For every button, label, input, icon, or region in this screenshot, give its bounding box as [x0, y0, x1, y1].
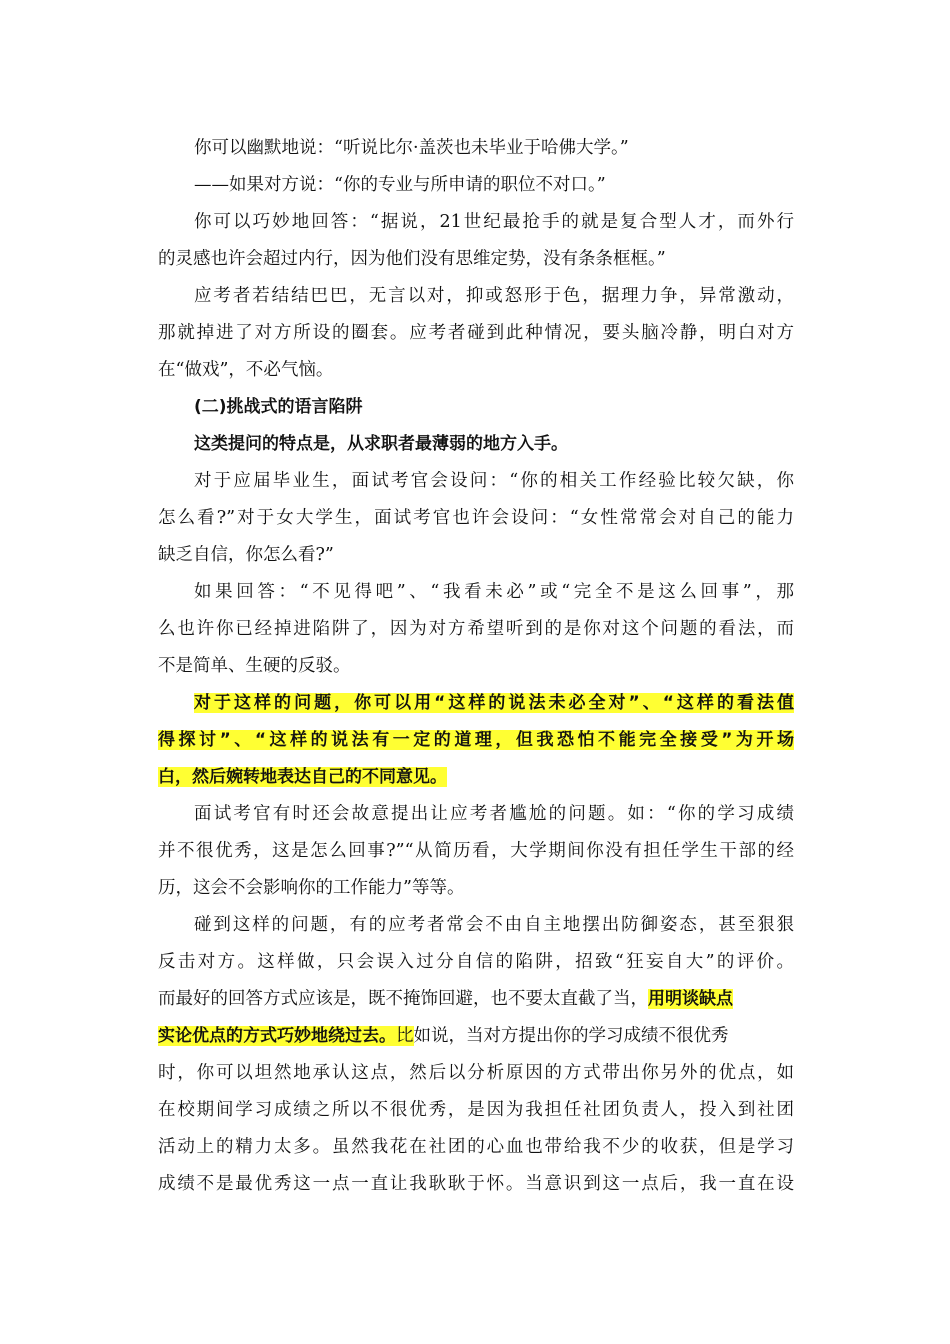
highlighted-line — [158, 722, 794, 759]
paragraph-line: 并不很优秀，这是怎么回事?”“从简历看，大学期间你没有担任学生干部的经 — [158, 841, 794, 861]
paragraph-line: 缺乏自信，你怎么看?” — [158, 545, 334, 565]
highlight-span: 比 — [396, 1026, 414, 1046]
paragraph-line: 对于应届毕业生，面试考官会设问：“你的相关工作经验比较欠缺，你 — [194, 471, 794, 491]
paragraph-line: 时，你可以坦然地承认这点，然后以分析原因的方式带出你另外的优点，如 — [158, 1063, 794, 1083]
highlight-span: 对于这样的问题，你可以用“这样的说法未必全对”、“这样的看法值 — [194, 693, 794, 713]
paragraph-line: 面试考官有时还会故意提出让应考者尴尬的问题。如：“你的学习成绩 — [194, 804, 794, 824]
highlight-span: 实论优点的方式巧妙地绕过去。 — [158, 1026, 396, 1046]
paragraph-line: ——如果对方说：“你的专业与所申请的职位不对口。” — [194, 175, 606, 195]
paragraph-line — [158, 1018, 794, 1055]
paragraph-line: 反击对方。这样做，只会误入过分自信的陷阱，招致“狂妄自大”的评价。 — [158, 952, 794, 972]
paragraph-line: 碰到这样的问题，有的应考者常会不由自主地摆出防御姿态，甚至狠狠 — [194, 915, 794, 935]
plain-span: 而最好的回答方式应该是，既不掩饰回避，也不要太直截了当， — [158, 989, 648, 1009]
paragraph-line: 的灵感也许会超过内行，因为他们没有思维定势，没有条条框框。” — [158, 249, 666, 269]
highlight-span: 白，然后婉转地表达自己的不同意见。 — [158, 767, 447, 787]
highlight-span: 得探讨”、“这样的说法有一定的道理，但我恐怕不能完全接受”为开场 — [158, 730, 794, 750]
document-page — [158, 130, 794, 1203]
highlight-span: 用明谈缺点 — [648, 989, 733, 1009]
highlighted-line — [158, 759, 794, 796]
paragraph-line: 不是简单、生硬的反驳。 — [158, 656, 351, 676]
paragraph-line — [158, 981, 794, 1018]
paragraph-line: 那就掉进了对方所设的圈套。应考者碰到此种情况，要头脑冷静，明白对方 — [158, 323, 794, 343]
paragraph-line: 怎么看?”对于女大学生，面试考官也许会设问：“女性常常会对自己的能力 — [158, 508, 794, 528]
paragraph-line: 在“做戏”，不必气恼。 — [158, 360, 334, 380]
paragraph-line: 历，这会不会影响你的工作能力”等等。 — [158, 878, 465, 898]
paragraph-line: 你可以幽默地说：“听说比尔·盖茨也未毕业于哈佛大学。” — [194, 138, 629, 158]
paragraph-line: 在校期间学习成绩之所以不很优秀，是因为我担任社团负责人，投入到社团 — [158, 1100, 794, 1120]
section-heading: (二)挑战式的语言陷阱 — [194, 397, 363, 417]
paragraph-line: 成绩不是最优秀这一点一直让我耿耿于怀。当意识到这一点后，我一直在设 — [158, 1174, 794, 1194]
paragraph-line: 你可以巧妙地回答：“据说，21世纪最抢手的就是复合型人才，而外行 — [194, 212, 794, 232]
paragraph-line: 应考者若结结巴巴，无言以对，抑或怒形于色，据理力争，异常激动， — [194, 286, 794, 306]
bold-summary: 这类提问的特点是，从求职者最薄弱的地方入手。 — [194, 434, 568, 454]
paragraph-line: 活动上的精力太多。虽然我花在社团的心血也带给我不少的收获，但是学习 — [158, 1137, 794, 1157]
paragraph-line: 么也许你已经掉进陷阱了，因为对方希望听到的是你对这个问题的看法，而 — [158, 619, 794, 639]
paragraph-line: 如果回答：“不见得吧”、“我看未必”或“完全不是这么回事”，那 — [194, 582, 794, 602]
plain-span: 如说，当对方提出你的学习成绩不很优秀 — [413, 1026, 729, 1046]
highlighted-line — [158, 685, 794, 722]
